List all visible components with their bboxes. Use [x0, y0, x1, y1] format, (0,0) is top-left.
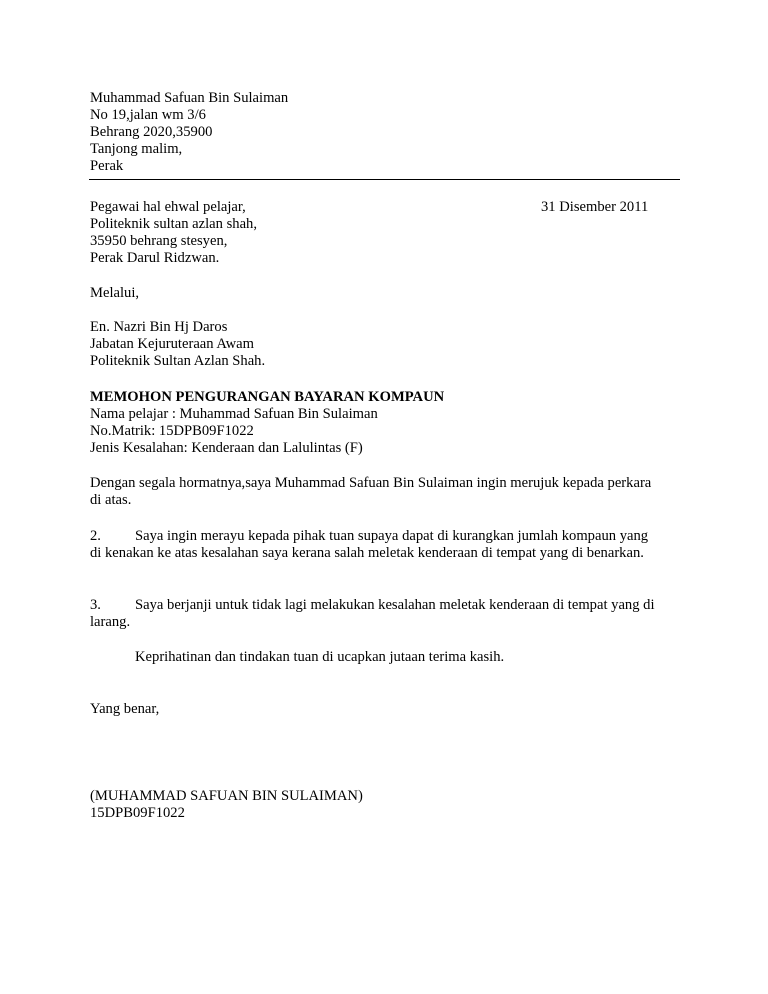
- letter-date: 31 Disember 2011: [541, 199, 649, 215]
- sender-address: [90, 90, 288, 175]
- signatory-id: 15DPB09F1022: [90, 805, 185, 821]
- paragraph-3-line-1: Saya berjanji untuk tidak lagi melakukan kesalahan meletak kenderaan di tempat yang di: [135, 597, 655, 613]
- student-name: Nama pelajar : Muhammad Safuan Bin Sulaiman: [90, 406, 378, 422]
- paragraph-2-number: 2.: [90, 528, 101, 544]
- signatory-name: (MUHAMMAD SAFUAN BIN SULAIMAN): [90, 788, 363, 804]
- subject-block: [90, 389, 444, 457]
- recipient-line-1: Pegawai hal ehwal pelajar,: [90, 199, 246, 215]
- salutation: Yang benar,: [90, 701, 160, 717]
- paragraph-2-line-2: di kenakan ke atas kesalahan saya kerana salah meletak kenderaan di tempat yang di benarkan.: [90, 545, 644, 561]
- sender-name: Muhammad Safuan Bin Sulaiman: [90, 90, 289, 106]
- via-label: Melalui,: [90, 285, 140, 301]
- via-line-3: Politeknik Sultan Azlan Shah.: [90, 353, 266, 369]
- via-line-2: Jabatan Kejuruteraan Awam: [90, 336, 254, 352]
- recipient-address: [90, 199, 257, 267]
- recipient-line-3: 35950 behrang stesyen,: [90, 233, 228, 249]
- paragraph-3-number: 3.: [90, 597, 101, 613]
- recipient-line-2: Politeknik sultan azlan shah,: [90, 216, 257, 232]
- sender-address-line-3: Tanjong malim,: [90, 141, 183, 157]
- via-line-1: En. Nazri Bin Hj Daros: [90, 319, 228, 335]
- closing-line: Keprihatinan dan tindakan tuan di ucapkan jutaan terima kasih.: [135, 649, 505, 665]
- signature-block: [90, 788, 363, 822]
- body-paragraph-3: [90, 597, 680, 631]
- paragraph-2-line-1: Saya ingin merayu kepada pihak tuan supaya dapat di kurangkan jumlah kompaun yang: [135, 528, 649, 544]
- via-block: [90, 319, 265, 370]
- sender-address-line-2: Behrang 2020,35900: [90, 124, 213, 140]
- body-paragraph-2: [90, 528, 680, 562]
- header-divider: [89, 179, 680, 180]
- body-paragraph-1: [90, 475, 680, 509]
- subject-title: MEMOHON PENGURANGAN BAYARAN KOMPAUN: [90, 389, 445, 405]
- paragraph-1-line-1: Dengan segala hormatnya,saya Muhammad Safuan Bin Sulaiman ingin merujuk kepada perkara: [90, 475, 652, 491]
- matric-number: No.Matrik: 15DPB09F1022: [90, 423, 254, 439]
- offence-type: Jenis Kesalahan: Kenderaan dan Lalulintas (F): [90, 440, 363, 456]
- sender-address-line-1: No 19,jalan wm 3/6: [90, 107, 206, 123]
- paragraph-3-line-2: larang.: [90, 614, 131, 630]
- paragraph-1-line-2: di atas.: [90, 492, 132, 508]
- recipient-line-4: Perak Darul Ridzwan.: [90, 250, 220, 266]
- sender-address-line-4: Perak: [90, 158, 124, 174]
